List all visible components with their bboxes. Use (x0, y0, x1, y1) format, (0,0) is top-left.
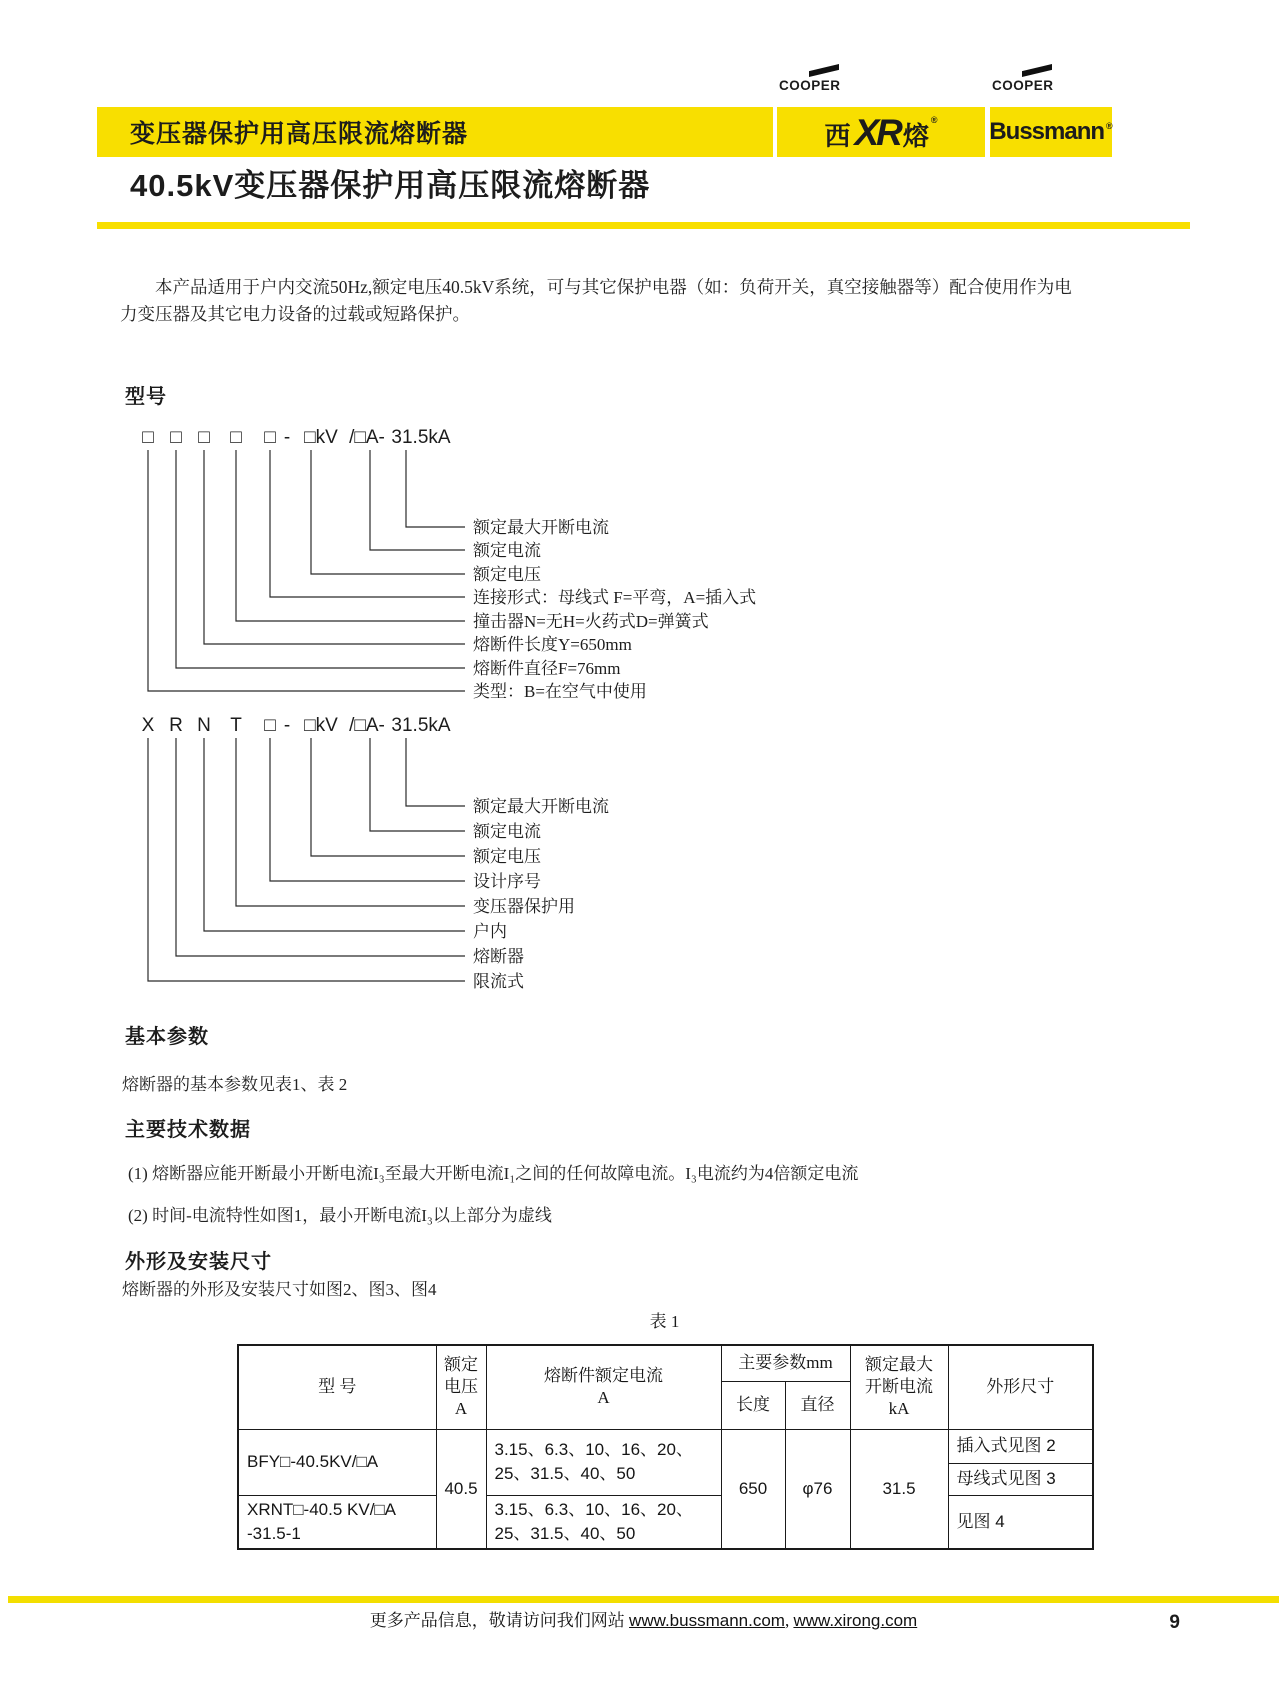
cell-breaking: 31.5 (850, 1429, 948, 1549)
footer-yellow-rule (8, 1596, 1279, 1603)
col-header-breaking (850, 1345, 948, 1429)
cooper-logo-right (992, 64, 1068, 93)
header-bar-title: 变压器保护用高压限流熔断器 (130, 120, 469, 148)
col-header-current (486, 1345, 721, 1429)
model-diagram-2 (125, 703, 945, 1003)
xirong-xi-char: 西 (824, 120, 851, 151)
diagram-label: 额定电压 (473, 565, 541, 584)
model-part: □ (264, 715, 276, 736)
col-header-length: 长度 (721, 1381, 785, 1429)
model-part: □ (142, 427, 154, 448)
dimensions-heading: 外形及安装尺寸 (125, 1251, 272, 1273)
cell-currents-line: 3.15、6.3、10、16、20、 (494, 1440, 693, 1459)
cell-diameter: φ76 (785, 1429, 850, 1549)
diagram-labels (473, 797, 609, 991)
diagram-label: 熔断器 (473, 947, 524, 966)
registered-mark: ® (1106, 121, 1113, 131)
col-header-current-line: A (597, 1388, 610, 1408)
title-underline-rule (97, 222, 1190, 229)
cell-currents-line: 25、31.5、40、50 (494, 1464, 636, 1483)
cooper-wordmark: COOPER (779, 78, 841, 93)
dimensions-text: 熔断器的外形及安装尺寸如图2、图3、图4 (122, 1280, 437, 1299)
cell-currents-bfy (486, 1429, 721, 1495)
cell-currents-xrnt (486, 1495, 721, 1549)
registered-mark: ® (930, 114, 938, 125)
col-header-breaking-line: kA (888, 1399, 910, 1419)
connector-lines (148, 450, 465, 691)
col-header-voltage-line: 电压 (444, 1377, 478, 1397)
cell-currents-line: 25、31.5、40、50 (494, 1523, 636, 1543)
diagram-label: 熔断件长度Y=650mm (473, 635, 632, 654)
connector-line (204, 738, 465, 931)
connector-line (148, 738, 465, 981)
cell-length: 650 (721, 1429, 785, 1549)
connector-line (176, 738, 465, 956)
diagram-label: 变压器保护用 (473, 897, 575, 916)
model-part: /□A- (349, 715, 385, 736)
connector-line (406, 450, 465, 527)
diagram-label: 额定最大开断电流 (473, 518, 609, 537)
model-part: T (230, 715, 242, 736)
col-header-main-params: 主要参数mm (721, 1345, 850, 1381)
model-part: - (283, 427, 291, 448)
model-part: □kV (304, 715, 338, 736)
footer-url-bussmann[interactable]: www.bussmann.com (629, 1611, 785, 1630)
bussmann-logo-box (990, 107, 1112, 157)
connector-line (370, 738, 465, 831)
diagram-label: 熔断件直径F=76mm (473, 659, 621, 678)
cell-voltage: 40.5 (436, 1429, 486, 1549)
cooper-logo-left (779, 64, 855, 93)
cell-model-xrnt-line: -31.5-1 (247, 1523, 301, 1543)
col-header-breaking-line: 额定最大 (865, 1355, 934, 1375)
bussmann-wordmark-wrap (989, 120, 1112, 144)
xr-mark: XR (854, 111, 900, 153)
diagram-label: 连接形式：母线式 F=平弯，A=插入式 (473, 588, 757, 607)
bussmann-wordmark: Bussmann (989, 118, 1105, 145)
model-part: □kV (304, 427, 338, 448)
model-part: /□A- (349, 427, 385, 448)
model-string-1 (142, 427, 451, 448)
cooper-flag-icon (809, 64, 839, 77)
model-part: 31.5kA (391, 715, 451, 736)
tech-data-heading: 主要技术数据 (125, 1119, 251, 1141)
cell-dim-fig4: 见图 4 (948, 1495, 1093, 1549)
connector-line (148, 450, 465, 691)
cooper-flag-icon (1022, 64, 1052, 77)
connector-line (176, 450, 465, 668)
tech-data-item-2: (2) 时间-电流特性如图1，最小开断电流I₃以上部分为虚线 (128, 1206, 552, 1225)
model-part: 31.5kA (391, 427, 451, 448)
model-string-2 (142, 715, 451, 736)
col-header-voltage-line: A (454, 1399, 468, 1419)
diagram-label: 限流式 (473, 972, 524, 991)
diagram-label: 户内 (473, 922, 507, 941)
cell-dim-bus: 母线式见图 3 (948, 1463, 1093, 1495)
basic-params-heading: 基本参数 (125, 1026, 209, 1048)
cooper-wordmark: COOPER (992, 78, 1054, 93)
connector-line (311, 450, 465, 574)
connector-line (311, 738, 465, 856)
diagram-label: 类型：B=在空气中使用 (473, 682, 647, 701)
model-part: - (283, 715, 291, 736)
col-header-voltage-line: 额定 (444, 1355, 478, 1375)
model-part: X (141, 715, 155, 736)
table-caption: 表 1 (649, 1312, 680, 1331)
footer-text (0, 1606, 1287, 1631)
footer-url-separator: , (784, 1611, 794, 1630)
header-yellow-bar (97, 107, 773, 157)
model-part: R (169, 715, 183, 736)
model-part: □ (198, 427, 210, 448)
model-section-heading: 型号 (125, 386, 167, 408)
connector-line (270, 450, 465, 597)
tech-data-item-1: (1) 熔断器应能开断最小开断电流I₃至最大开断电流I₁之间的任何故障电流。I₃电流约为4倍额定电流 (128, 1164, 859, 1183)
col-header-diameter: 直径 (785, 1381, 850, 1429)
xirong-logo-box (777, 107, 985, 157)
model-part: □ (230, 427, 242, 448)
model-part: N (197, 715, 211, 736)
spec-table (237, 1344, 1094, 1550)
diagram-labels (473, 518, 756, 701)
page-title: 40.5kV变压器保护用高压限流熔断器 (130, 168, 651, 203)
cell-model-xrnt-line: XRNT□-40.5 KV/□A (247, 1499, 397, 1519)
diagram-label: 额定最大开断电流 (473, 797, 609, 816)
cell-currents-line: 3.15、6.3、10、16、20、 (494, 1499, 693, 1519)
col-header-current-line: 熔断件额定电流 (544, 1366, 663, 1386)
diagram-label: 额定电流 (473, 822, 541, 841)
model-diagram-1 (125, 418, 945, 718)
connector-line (270, 738, 465, 881)
col-header-breaking-line: 开断电流 (865, 1377, 934, 1397)
col-header-dims: 外形尺寸 (948, 1345, 1093, 1429)
footer-url-xirong[interactable]: www.xirong.com (793, 1611, 918, 1630)
connector-line (406, 738, 465, 806)
diagram-label: 设计序号 (473, 872, 541, 891)
connector-line (204, 450, 465, 644)
connector-line (370, 450, 465, 550)
intro-paragraph: 本产品适用于户内交流50Hz,额定电压40.5kV系统，可与其它保护电器（如：负荷开关，真空接触器等）配合使用作为电力变压器及其它电力设备的过载或短路保护。 (120, 277, 1072, 324)
footer-text-prefix: 更多产品信息，敬请访问我们网站 (369, 1611, 630, 1630)
cell-model-xrnt (238, 1495, 436, 1549)
col-header-model: 型 号 (238, 1345, 436, 1429)
basic-params-text: 熔断器的基本参数见表1、表 2 (122, 1075, 348, 1094)
cell-model-bfy: BFY□-40.5KV/□A (238, 1429, 436, 1495)
cell-dim-insert: 插入式见图 2 (948, 1429, 1093, 1463)
model-part: □ (170, 427, 182, 448)
xirong-rong-char: 熔 (902, 120, 929, 151)
page-number: 9 (1169, 1612, 1180, 1633)
diagram-label: 额定电压 (473, 847, 541, 866)
xirong-wordmark (824, 111, 938, 153)
diagram-label: 撞击器N=无H=火药式D=弹簧式 (473, 612, 709, 631)
connector-lines (148, 738, 465, 981)
diagram-label: 额定电流 (473, 541, 541, 560)
model-part: □ (264, 427, 276, 448)
col-header-voltage (436, 1345, 486, 1429)
